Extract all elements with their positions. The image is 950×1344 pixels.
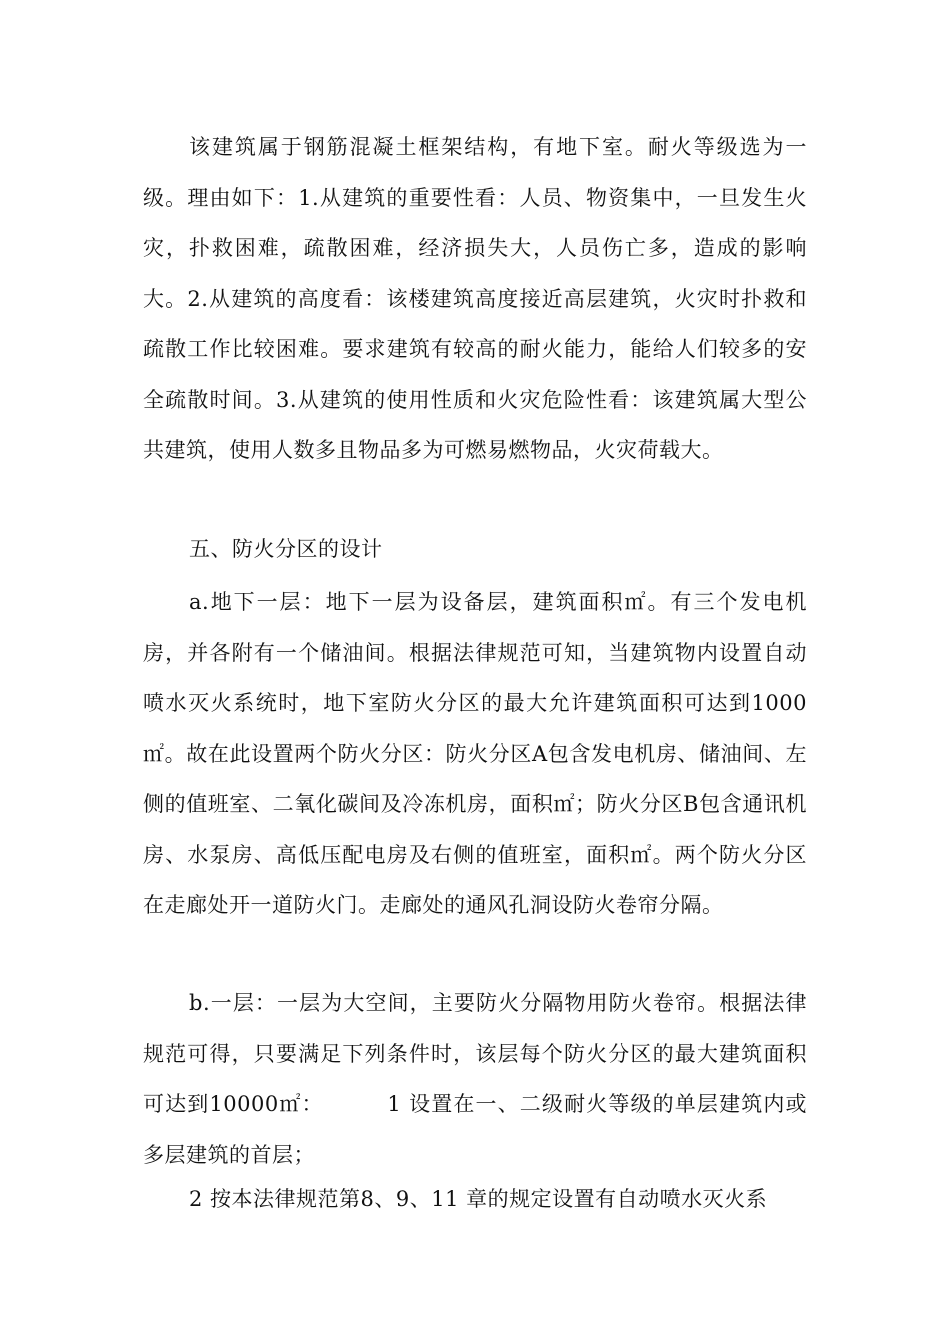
paragraph-condition-2: 2 按本法律规范第8、9、11 章的规定设置有自动喷水灭火系 (189, 1187, 768, 1211)
paragraph-basement: a.地下一层：地下一层为设备层，建筑面积㎡。有三个发电机房，并各附有一个储油间。根据法律规范可知，当建筑物内设置自动喷水灭火系统时，地下室防火分区的最大允许建筑面积可达到1000㎡。故在此设置两个防火分区：防火分区A包含发电机房、储油间、左侧的值班室、二氧化碳间及冷冻机房，面积㎡；防火分区B包含通讯机房、水泵房、高低压配电房及右侧的值班室，面积㎡。两个防火分区在走廊处开一道防火门。走廊处的通风孔洞设防火卷帘分隔。 (143, 590, 807, 917)
section-heading: 五、防火分区的设计 (189, 537, 383, 561)
paragraph-first-floor: b.一层：一层为大空间，主要防火分隔物用防火卷帘。根据法律规范可得，只要满足下列条件时，该层每个防火分区的最大建筑面积可达到10000㎡： 1 设置在一、二级耐火等级的单层建筑内或多层建筑的首层； (143, 991, 807, 1167)
paragraph-fire-rating: 该建筑属于钢筋混凝土框架结构，有地下室。耐火等级选为一级。理由如下：1.从建筑的重要性看：人员、物资集中，一旦发生火灾，扑救困难，疏散困难，经济损失大，人员伤亡多，造成的影响大。2.从建筑的高度看：该楼建筑高度接近高层建筑，火灾时扑救和疏散工作比较困难。要求建筑有较高的耐火能力，能给人们较多的安全疏散时间。3.从建筑的使用性质和火灾危险性看：该建筑属大型公共建筑，使用人数多且物品多为可燃易燃物品，火灾荷载大。 (143, 135, 807, 462)
